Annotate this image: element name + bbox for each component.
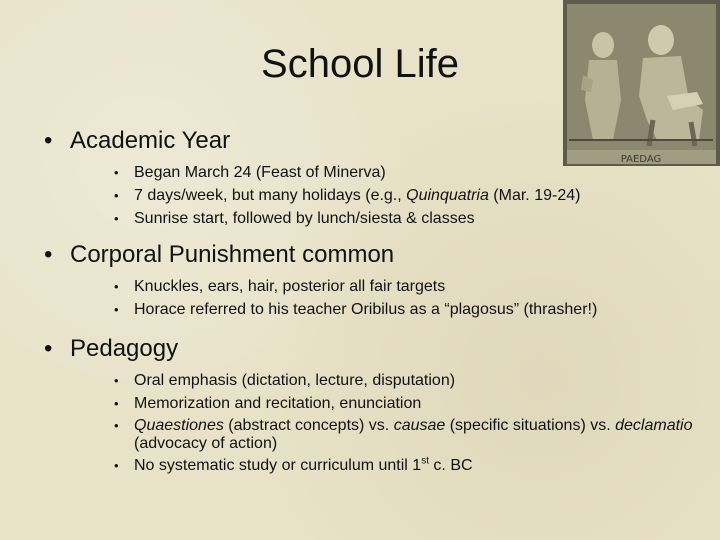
bullet: • <box>114 458 119 473</box>
slide-title: School Life <box>261 42 459 86</box>
relief-caption: PAEDAG <box>620 154 662 165</box>
list-item <box>114 394 694 414</box>
bullet: • <box>44 335 53 362</box>
item-text: (abstract concepts) vs. <box>223 417 394 434</box>
item-text: Knuckles, ears, hair, posterior all fair targets <box>134 278 446 295</box>
list-item <box>114 186 694 206</box>
list-item <box>114 417 694 453</box>
item-text: Horace referred to his teacher Oribilus as a “plagosus” (thrasher!) <box>134 301 598 318</box>
sublist <box>44 163 694 229</box>
item-text: Sunrise start, followed by lunch/siesta & classes <box>134 210 475 227</box>
item-text: Memorization and recitation, enunciation <box>134 395 422 412</box>
bullet: • <box>114 279 119 294</box>
heading-pedagogy <box>44 335 694 363</box>
item-emphasis: Quinquatria <box>406 187 489 204</box>
bullet: • <box>114 373 119 388</box>
heading-text: Pedagogy <box>70 335 179 362</box>
item-text: 7 days/week, but many holidays (e.g., <box>134 187 407 204</box>
list-item <box>114 456 694 476</box>
bullet: • <box>44 241 53 268</box>
sublist <box>44 277 694 320</box>
item-superscript: st <box>421 455 429 467</box>
item-text: (advocacy of action) <box>134 435 278 452</box>
item-emphasis: causae <box>393 417 446 434</box>
item-text: No systematic study or curriculum until 1 <box>134 457 422 474</box>
bullet: • <box>114 302 119 317</box>
bullet: • <box>114 165 119 180</box>
heading-corporal-punishment <box>44 241 694 269</box>
item-text: Began March 24 (Feast of Minerva) <box>134 164 386 181</box>
heading-text: Academic Year <box>70 127 231 154</box>
item-emphasis: Quaestiones <box>134 417 224 434</box>
bullet: • <box>44 127 53 154</box>
item-text: Oral emphasis (dictation, lecture, disputation) <box>134 372 456 389</box>
list-item <box>114 163 694 183</box>
bullet: • <box>114 211 119 226</box>
section-corporal-punishment <box>44 241 694 323</box>
bullet: • <box>114 188 119 203</box>
sublist <box>44 371 694 476</box>
list-item <box>114 277 694 297</box>
item-text: c. BC <box>428 457 473 474</box>
heading-text: Corporal Punishment common <box>70 241 395 268</box>
list-item <box>114 300 694 320</box>
bullet: • <box>114 396 119 411</box>
list-item <box>114 371 694 391</box>
item-emphasis: declamatio <box>615 417 693 434</box>
section-academic-year <box>44 127 694 232</box>
heading-academic-year <box>44 127 694 155</box>
item-text: (Mar. 19-24) <box>488 187 581 204</box>
bullet: • <box>114 418 119 433</box>
section-pedagogy <box>44 335 694 479</box>
item-text: (specific situations) vs. <box>445 417 616 434</box>
list-item <box>114 209 694 229</box>
